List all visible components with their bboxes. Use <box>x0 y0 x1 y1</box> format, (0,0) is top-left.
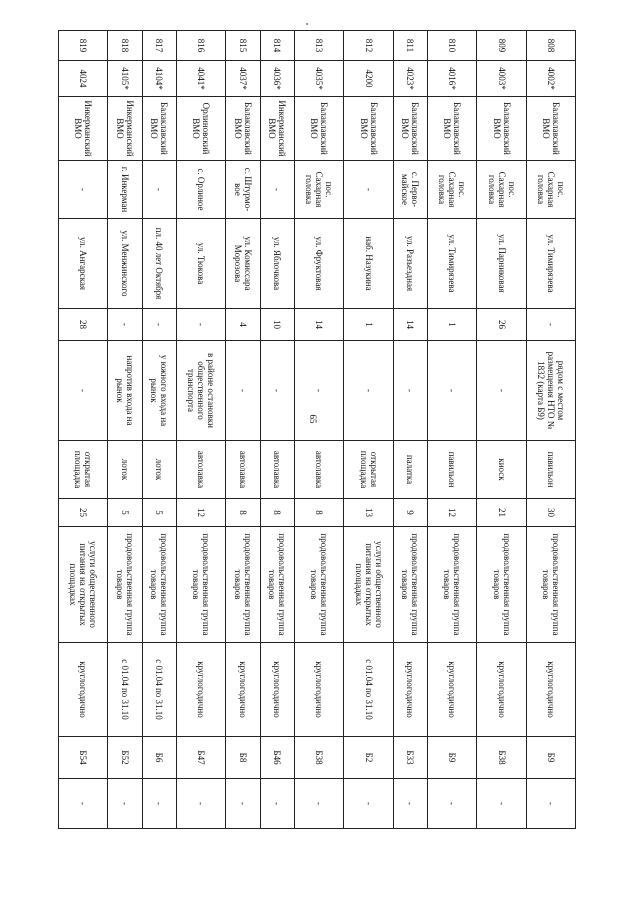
cell-row-number: 813 <box>295 31 344 61</box>
cell-row-number: 817 <box>142 31 176 61</box>
cell-settlement: пос. Сахарная головка <box>526 161 575 219</box>
cell-goods-group: услуги общественного питания на открытых площадках <box>59 527 108 643</box>
cell-object-type: автолавка <box>226 441 260 499</box>
cell-settlement: - <box>260 161 294 219</box>
cell-goods-group: продовольственная группа товаров <box>177 527 226 643</box>
cell-object-type: открытая площадка <box>344 441 393 499</box>
cell-house: 14 <box>295 309 344 341</box>
table-row <box>393 31 427 829</box>
cell-note: - <box>526 779 575 829</box>
cell-area: 5 <box>142 499 176 527</box>
table-row <box>344 31 393 829</box>
cell-period: круглогодично <box>260 643 294 737</box>
cell-nto-id: 4016* <box>428 61 477 97</box>
table-row <box>226 31 260 829</box>
table-row <box>260 31 294 829</box>
cell-object-type: автолавка <box>177 441 226 499</box>
table-row <box>295 31 344 829</box>
cell-map-sheet: Б2 <box>344 737 393 779</box>
cell-object-type: киоск <box>477 441 526 499</box>
cell-landmark: - <box>295 341 344 441</box>
cell-district: Балаклавский ВМО <box>226 97 260 161</box>
cell-landmark: - <box>477 341 526 441</box>
cell-area: 30 <box>526 499 575 527</box>
cell-settlement: г. Инкерман <box>108 161 142 219</box>
cell-street: ул. Комиссара Морозова <box>226 219 260 309</box>
cell-map-sheet: Б47 <box>177 737 226 779</box>
cell-goods-group: продовольственная группа товаров <box>428 527 477 643</box>
table-body <box>59 31 576 829</box>
cell-street: ул. Разъездная <box>393 219 427 309</box>
table-row <box>477 31 526 829</box>
cell-street: наб. Назукина <box>344 219 393 309</box>
cell-nto-id: 4023* <box>393 61 427 97</box>
cell-landmark: у южного входа на рынок <box>142 341 176 441</box>
cell-house: 14 <box>393 309 427 341</box>
cell-district: Балаклавский ВМО <box>344 97 393 161</box>
table-row <box>177 31 226 829</box>
cell-area: 5 <box>108 499 142 527</box>
cell-house: 10 <box>260 309 294 341</box>
cell-area: 8 <box>295 499 344 527</box>
cell-row-number: 809 <box>477 31 526 61</box>
cell-street: ул. Парниковая <box>477 219 526 309</box>
cell-nto-id: 4036* <box>260 61 294 97</box>
cell-landmark: - <box>226 341 260 441</box>
cell-landmark: в районе остановки общественного транспорта <box>177 341 226 441</box>
cell-period: с 01.04 по 31.10 <box>142 643 176 737</box>
cell-map-sheet: Б38 <box>477 737 526 779</box>
cell-house: 4 <box>226 309 260 341</box>
cell-period: круглогодично <box>59 643 108 737</box>
cell-district: Балаклавский ВМО <box>295 97 344 161</box>
cell-goods-group: продовольственная группа товаров <box>393 527 427 643</box>
cell-area: 12 <box>428 499 477 527</box>
cell-settlement: - <box>142 161 176 219</box>
cell-note: - <box>260 779 294 829</box>
cell-note: - <box>295 779 344 829</box>
cell-area: 25 <box>59 499 108 527</box>
cell-map-sheet: Б54 <box>59 737 108 779</box>
cell-map-sheet: Б33 <box>393 737 427 779</box>
cell-street: ул. Тюкова <box>177 219 226 309</box>
cell-district: Инкерманский ВМО <box>108 97 142 161</box>
cell-landmark: - <box>393 341 427 441</box>
cell-street: ул. Фруктовая <box>295 219 344 309</box>
cell-object-type: павильон <box>428 441 477 499</box>
cell-house: 26 <box>477 309 526 341</box>
cell-goods-group: продовольственная группа товаров <box>142 527 176 643</box>
cell-note: - <box>59 779 108 829</box>
cell-map-sheet: Б46 <box>260 737 294 779</box>
cell-house: 28 <box>59 309 108 341</box>
cell-nto-id: 4037* <box>226 61 260 97</box>
cell-district: Балаклавский ВМО <box>142 97 176 161</box>
cell-area: 8 <box>260 499 294 527</box>
cell-object-type: лоток <box>108 441 142 499</box>
cell-note: - <box>226 779 260 829</box>
cell-note: - <box>393 779 427 829</box>
cell-landmark: - <box>59 341 108 441</box>
cell-area: 8 <box>226 499 260 527</box>
cell-row-number: 818 <box>108 31 142 61</box>
cell-settlement: с. Орлиное <box>177 161 226 219</box>
cell-period: круглогодично <box>428 643 477 737</box>
cell-landmark: напротив входа на рынок <box>108 341 142 441</box>
cell-house: - <box>142 309 176 341</box>
cell-goods-group: продовольственная группа товаров <box>260 527 294 643</box>
cell-area: 21 <box>477 499 526 527</box>
scan-speck <box>306 23 308 25</box>
cell-settlement: пос. Сахарная головка <box>295 161 344 219</box>
cell-area: 12 <box>177 499 226 527</box>
cell-row-number: 814 <box>260 31 294 61</box>
cell-house: - <box>108 309 142 341</box>
cell-row-number: 811 <box>393 31 427 61</box>
cell-goods-group: продовольственная группа товаров <box>526 527 575 643</box>
cell-house: - <box>526 309 575 341</box>
cell-area: 9 <box>393 499 427 527</box>
table-row <box>59 31 108 829</box>
cell-area: 13 <box>344 499 393 527</box>
cell-note: - <box>177 779 226 829</box>
cell-row-number: 808 <box>526 31 575 61</box>
cell-house: - <box>177 309 226 341</box>
cell-settlement: - <box>344 161 393 219</box>
cell-period: с 01.04 по 31.10 <box>108 643 142 737</box>
cell-settlement: с. Штурмо-вое <box>226 161 260 219</box>
cell-district: Инкерманский ВМО <box>59 97 108 161</box>
cell-period: круглогодично <box>177 643 226 737</box>
cell-row-number: 812 <box>344 31 393 61</box>
cell-landmark: рядом с местом размещения НТО № 1832 (карта Б9) <box>526 341 575 441</box>
cell-note: - <box>344 779 393 829</box>
cell-street: ул. Менжинского <box>108 219 142 309</box>
cell-object-type: автолавка <box>260 441 294 499</box>
cell-note: - <box>142 779 176 829</box>
cell-street: пл. 40 лет Октября <box>142 219 176 309</box>
cell-nto-id: 4041* <box>177 61 226 97</box>
cell-goods-group: продовольственная группа товаров <box>226 527 260 643</box>
cell-map-sheet: Б9 <box>526 737 575 779</box>
cell-nto-id: 4105* <box>108 61 142 97</box>
cell-period: круглогодично <box>226 643 260 737</box>
cell-street: ул. Яблочкова <box>260 219 294 309</box>
cell-settlement: с. Перво-майское <box>393 161 427 219</box>
cell-nto-id: 4003* <box>477 61 526 97</box>
cell-settlement: пос. Сахарная головка <box>428 161 477 219</box>
cell-note: - <box>428 779 477 829</box>
cell-map-sheet: Б6 <box>142 737 176 779</box>
cell-note: - <box>108 779 142 829</box>
cell-settlement: - <box>59 161 108 219</box>
cell-nto-id: 4104* <box>142 61 176 97</box>
cell-period: круглогодично <box>526 643 575 737</box>
cell-object-type: автолавка <box>295 441 344 499</box>
cell-district: Балаклавский ВМО <box>526 97 575 161</box>
cell-map-sheet: Б8 <box>226 737 260 779</box>
cell-landmark: - <box>260 341 294 441</box>
cell-house: 1 <box>428 309 477 341</box>
cell-period: круглогодично <box>295 643 344 737</box>
rotated-table-container <box>58 30 576 828</box>
cell-period: круглогодично <box>477 643 526 737</box>
table-row <box>108 31 142 829</box>
cell-house: 1 <box>344 309 393 341</box>
cell-goods-group: продовольственная группа товаров <box>295 527 344 643</box>
cell-district: Балаклавский ВМО <box>477 97 526 161</box>
table-row <box>142 31 176 829</box>
cell-nto-id: 4200 <box>344 61 393 97</box>
cell-row-number: 810 <box>428 31 477 61</box>
cell-row-number: 815 <box>226 31 260 61</box>
cell-landmark: - <box>428 341 477 441</box>
cell-landmark: - <box>344 341 393 441</box>
cell-goods-group: продовольственная группа товаров <box>108 527 142 643</box>
cell-goods-group: продовольственная группа товаров <box>477 527 526 643</box>
cell-nto-id: 4035* <box>295 61 344 97</box>
cell-period: с 01.04 по 31.10 <box>344 643 393 737</box>
cell-district: Инкерманский ВМО <box>260 97 294 161</box>
cell-nto-id: 4002* <box>526 61 575 97</box>
cell-object-type: открытая площадка <box>59 441 108 499</box>
cell-map-sheet: Б38 <box>295 737 344 779</box>
cell-object-type: палатка <box>393 441 427 499</box>
cell-object-type: лоток <box>142 441 176 499</box>
cell-street: ул. Тимирязева <box>428 219 477 309</box>
cell-object-type: павильон <box>526 441 575 499</box>
cell-district: Балаклавский ВМО <box>393 97 427 161</box>
table-row <box>526 31 575 829</box>
cell-row-number: 816 <box>177 31 226 61</box>
cell-goods-group: услуги общественного питания на открытых площадках <box>344 527 393 643</box>
cell-settlement: пос. Сахарная головка <box>477 161 526 219</box>
cell-nto-id: 4024 <box>59 61 108 97</box>
cell-district: Орлиновский ВМО <box>177 97 226 161</box>
table-row <box>428 31 477 829</box>
cell-map-sheet: Б9 <box>428 737 477 779</box>
cell-street: ул. Тимирязева <box>526 219 575 309</box>
cell-district: Балаклавский ВМО <box>428 97 477 161</box>
nto-table <box>58 30 576 829</box>
table-frame <box>58 30 576 828</box>
cell-period: круглогодично <box>393 643 427 737</box>
cell-map-sheet: Б52 <box>108 737 142 779</box>
page-number: 65 <box>308 414 318 424</box>
cell-note: - <box>477 779 526 829</box>
cell-row-number: 819 <box>59 31 108 61</box>
cell-street: ул. Ангарская <box>59 219 108 309</box>
